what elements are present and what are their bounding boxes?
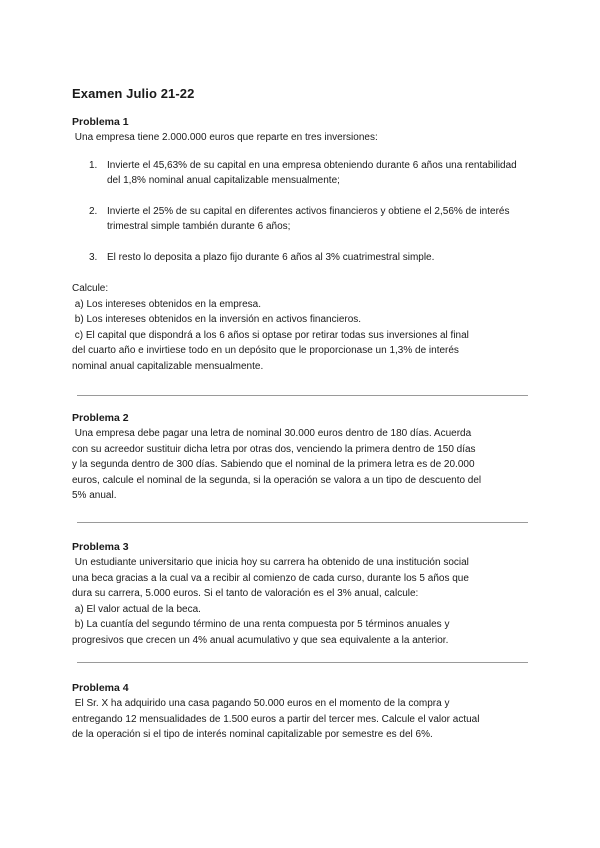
- problem-4-line: El Sr. X ha adquirido una casa pagando 50.000 euros en el momento de la compra y: [72, 698, 450, 709]
- section-divider: [77, 662, 528, 663]
- problem-1-question-c-end: nominal anual capitalizable mensualmente.: [72, 360, 264, 372]
- problem-1-question-a: a) Los intereses obtenidos en la empresa.: [72, 298, 261, 310]
- list-item-number: 2.: [89, 205, 98, 217]
- problem-2-line: con su acreedor sustituir dicha letra por otras dos, venciendo la primera dentro de 150 días: [72, 443, 476, 455]
- section-divider: [77, 522, 528, 523]
- section-divider: [77, 395, 528, 396]
- problem-3: [72, 540, 528, 648]
- document-title: Examen Julio 21-22: [72, 86, 195, 101]
- problem-2-line: y la segunda dentro de 300 días. Sabiendo que el nominal de la primera letra es de 20.000: [72, 459, 475, 470]
- problem-2-line: Una empresa debe pagar una letra de nominal 30.000 euros dentro de 180 días. Acuerda: [72, 428, 472, 439]
- problem-4-line: de la operación si el tipo de interés nominal capitalizable por semestre es del 6%.: [72, 729, 433, 740]
- problem-4: [72, 681, 528, 743]
- problem-3-line: Un estudiante universitario que inicia hoy su carrera ha obtenido de una institución social: [72, 557, 469, 568]
- problem-3-question-a: a) El valor actual de la beca.: [72, 603, 201, 615]
- list-item: [72, 204, 528, 235]
- problem-1-intro: Una empresa tiene 2.000.000 euros que reparte en tres inversiones:: [72, 132, 378, 143]
- list-item-text: El resto lo deposita a plazo fijo durante 6 años al 3% cuatrimestral simple.: [107, 251, 435, 263]
- list-item-text: Invierte el 25% de su capital en diferentes activos financieros y obtiene el 2,56% de interés trimestral simple también durante 6 años;: [107, 205, 510, 232]
- problem-2: [72, 411, 528, 504]
- list-item: [72, 158, 528, 189]
- problem-1-investment-list: [72, 158, 528, 266]
- problem-3-question-b: b) La cuantía del segundo término de una renta compuesta por 5 términos anuales y: [72, 619, 450, 630]
- problem-1-calc-label: Calcule:: [72, 283, 109, 294]
- list-item-number: 3.: [89, 251, 98, 263]
- list-item: [72, 250, 528, 266]
- problem-1-question-b: b) Los intereses obtenidos en la inversión en activos financieros.: [72, 314, 362, 325]
- problem-3-title: Problema 3: [72, 541, 129, 553]
- problem-1-question-c: c) El capital que dispondrá a los 6 años si optase por retirar todas sus inversiones al final: [72, 329, 469, 341]
- problem-1-title: Problema 1: [72, 116, 129, 128]
- problem-4-title: Problema 4: [72, 682, 129, 694]
- problem-1: [72, 115, 528, 374]
- problem-2-line: euros, calcule el nominal de la segunda, si la operación se valora a un tipo de descuento del: [72, 474, 482, 486]
- problem-1-question-c-cont: del cuarto año e invirtiese todo en un depósito que le proporcionase un 1,3% de interés: [72, 345, 459, 356]
- problem-3-line: dura su carrera, 5.000 euros. Si el tanto de valoración es el 3% anual, calcule:: [72, 588, 419, 599]
- problem-3-line: progresivos que crecen un 4% anual acumulativo y que sea equivalente a la anterior.: [72, 634, 449, 646]
- list-item-text: Invierte el 45,63% de su capital en una empresa obteniendo durante 6 años una rentabilidad del 1,8% nominal anual capitalizable mensualmente;: [107, 159, 517, 186]
- problem-3-line: una beca gracias a la cual va a recibir al comienzo de cada curso, durante los 5 años que: [72, 572, 469, 584]
- problem-2-line: 5% anual.: [72, 490, 117, 501]
- list-item-number: 1.: [89, 159, 98, 171]
- problem-2-title: Problema 2: [72, 412, 129, 424]
- problem-4-line: entregando 12 mensualidades de 1.500 euros a partir del tercer mes. Calcule el valor actual: [72, 713, 480, 725]
